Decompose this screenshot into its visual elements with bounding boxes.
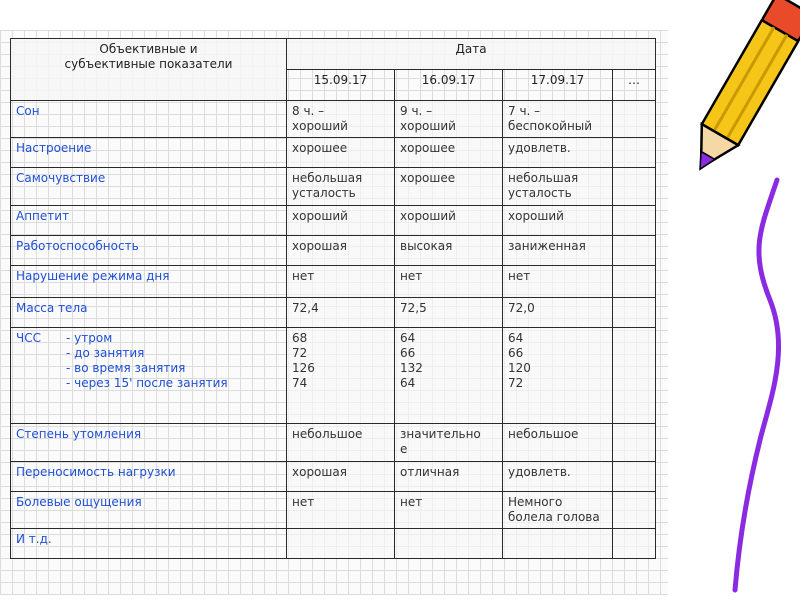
value-cell-1 — [287, 492, 395, 529]
value-cell-1 — [287, 266, 395, 298]
value-line: усталость — [508, 186, 572, 200]
value-cell-3 — [503, 266, 613, 298]
value-line: небольшое — [292, 427, 363, 441]
value-cell-2 — [395, 424, 503, 462]
row-label-cell — [11, 138, 287, 168]
heart-rate-sublabel: - до занятия — [66, 346, 145, 360]
value-cell-3 — [503, 236, 613, 266]
row-label: Болевые ощущения — [16, 495, 142, 509]
value-line: 72 — [508, 376, 524, 390]
row-label: Переносимость нагрузки — [16, 465, 176, 479]
date-header: Дата — [287, 39, 656, 70]
value-cell-3 — [503, 206, 613, 236]
row-label-cell — [11, 492, 287, 529]
value-cell-1 — [287, 462, 395, 492]
table-row — [11, 236, 656, 266]
value-cell-3 — [503, 328, 613, 424]
row-label: Настроение — [16, 141, 92, 155]
value-cell-2 — [395, 168, 503, 206]
row-label-cell — [11, 101, 287, 138]
table-row — [11, 529, 656, 559]
value-cell-3 — [503, 492, 613, 529]
value-cell-ellipsis — [613, 236, 656, 266]
value-line: 74 — [292, 376, 308, 390]
table-row — [11, 206, 656, 236]
value-cell-ellipsis — [613, 424, 656, 462]
value-cell-ellipsis — [613, 328, 656, 424]
value-line: 64 — [508, 331, 524, 345]
value-cell-2 — [395, 138, 503, 168]
value-line: 72 — [292, 346, 308, 360]
value-cell-ellipsis — [613, 462, 656, 492]
value-cell-3 — [503, 298, 613, 328]
table-row — [11, 168, 656, 206]
value-line: нет — [400, 269, 423, 283]
value-cell-1 — [287, 138, 395, 168]
value-line: хорошее — [292, 141, 348, 155]
table-row — [11, 462, 656, 492]
value-line: беспокойный — [508, 119, 593, 133]
value-line: 72,0 — [508, 301, 535, 315]
value-line: 68 — [292, 331, 308, 345]
value-line: хороший — [400, 209, 456, 223]
value-line: нет — [292, 269, 315, 283]
heart-rate-subline — [16, 376, 281, 391]
value-line: небольшая — [292, 171, 363, 185]
value-line: хороший — [292, 119, 348, 133]
row-label-cell — [11, 424, 287, 462]
table-row — [11, 138, 656, 168]
value-cell-1 — [287, 298, 395, 328]
value-cell-3 — [503, 462, 613, 492]
value-cell-1 — [287, 236, 395, 266]
value-line: 72,5 — [400, 301, 427, 315]
value-line: нет — [292, 495, 315, 509]
value-line: нет — [508, 269, 531, 283]
value-line: заниженная — [508, 239, 586, 253]
table-row — [11, 424, 656, 462]
date-col-ellipsis: … — [613, 70, 656, 101]
indicators-header-line1: Объективные и — [99, 42, 198, 56]
row-label: Аппетит — [16, 209, 70, 223]
value-cell-2 — [395, 492, 503, 529]
row-label: Работоспособность — [16, 239, 139, 253]
value-cell-1 — [287, 168, 395, 206]
diary-body — [11, 101, 656, 559]
indicators-header-line2: субъективные показатели — [64, 57, 233, 71]
heart-rate-subline — [16, 346, 281, 361]
table-row — [11, 298, 656, 328]
date-col-3: 17.09.17 — [503, 70, 613, 101]
value-cell-ellipsis — [613, 529, 656, 559]
value-cell-1 — [287, 529, 395, 559]
value-line: хорошая — [292, 239, 347, 253]
value-cell-ellipsis — [613, 138, 656, 168]
value-line: значительно — [400, 427, 481, 441]
row-label: Масса тела — [16, 301, 88, 315]
value-line: 9 ч. – — [400, 104, 433, 118]
row-label: И т.д. — [16, 532, 52, 546]
value-cell-ellipsis — [613, 266, 656, 298]
value-cell-1 — [287, 328, 395, 424]
value-line: 66 — [400, 346, 416, 360]
value-line: хорошая — [292, 465, 347, 479]
value-line: хороший — [292, 209, 348, 223]
value-cell-2 — [395, 298, 503, 328]
value-line: 120 — [508, 361, 531, 375]
heart-rate-sublabel: - через 15' после занятия — [66, 376, 228, 390]
value-line: небольшая — [508, 171, 579, 185]
value-cell-3 — [503, 101, 613, 138]
row-label-cell — [11, 529, 287, 559]
row-label-cell — [11, 168, 287, 206]
spacer — [16, 361, 56, 376]
value-cell-1 — [287, 101, 395, 138]
value-line: высокая — [400, 239, 453, 253]
value-line: удовлетв. — [508, 465, 571, 479]
value-line: хорошее — [400, 141, 456, 155]
row-label-cell — [11, 462, 287, 492]
row-label: Нарушение режима дня — [16, 269, 170, 283]
value-line: болела голова — [508, 510, 600, 524]
value-line: хороший — [400, 119, 456, 133]
row-label: ЧСС — [16, 331, 41, 345]
table-row — [11, 328, 656, 424]
row-label: Сон — [16, 104, 40, 118]
value-line: 64 — [400, 376, 416, 390]
date-col-2: 16.09.17 — [395, 70, 503, 101]
value-cell-1 — [287, 206, 395, 236]
value-cell-ellipsis — [613, 298, 656, 328]
value-line: небольшое — [508, 427, 579, 441]
row-label: Самочувствие — [16, 171, 106, 185]
value-cell-2 — [395, 328, 503, 424]
value-cell-3 — [503, 138, 613, 168]
row-label-cell — [11, 328, 287, 424]
value-line: усталость — [292, 186, 356, 200]
value-cell-ellipsis — [613, 492, 656, 529]
value-line: 8 ч. – — [292, 104, 325, 118]
row-label-cell — [11, 236, 287, 266]
value-cell-1 — [287, 424, 395, 462]
value-line: 64 — [400, 331, 416, 345]
row-label: Степень утомления — [16, 427, 142, 441]
value-cell-2 — [395, 462, 503, 492]
value-cell-3 — [503, 424, 613, 462]
value-line: е — [400, 442, 408, 456]
indicators-header — [11, 39, 287, 101]
value-cell-ellipsis — [613, 101, 656, 138]
row-label-cell — [11, 298, 287, 328]
table-row — [11, 266, 656, 298]
heart-rate-sublabel: - во время занятия — [66, 361, 186, 375]
value-cell-2 — [395, 206, 503, 236]
date-col-1: 15.09.17 — [287, 70, 395, 101]
value-cell-ellipsis — [613, 206, 656, 236]
value-line: отличная — [400, 465, 460, 479]
spacer — [16, 376, 56, 391]
value-line: нет — [400, 495, 423, 509]
value-line: 132 — [400, 361, 423, 375]
value-line: 126 — [292, 361, 315, 375]
value-line: 72,4 — [292, 301, 319, 315]
heart-rate-subline — [16, 361, 281, 376]
value-line: 66 — [508, 346, 524, 360]
value-line: Немного — [508, 495, 563, 509]
value-cell-2 — [395, 266, 503, 298]
value-line: удовлетв. — [508, 141, 571, 155]
heart-rate-subline — [16, 331, 281, 346]
value-line: 7 ч. – — [508, 104, 541, 118]
row-label-cell — [11, 266, 287, 298]
value-cell-2 — [395, 529, 503, 559]
value-cell-ellipsis — [613, 168, 656, 206]
header-row-top — [11, 39, 656, 70]
table-row — [11, 492, 656, 529]
self-control-diary-table — [10, 38, 656, 559]
spacer — [16, 346, 56, 361]
heart-rate-sublabel: - утром — [66, 331, 113, 345]
value-cell-3 — [503, 529, 613, 559]
row-label-cell — [11, 206, 287, 236]
value-cell-2 — [395, 101, 503, 138]
value-cell-3 — [503, 168, 613, 206]
value-line: хороший — [508, 209, 564, 223]
table-row — [11, 101, 656, 138]
value-cell-2 — [395, 236, 503, 266]
value-line: хорошее — [400, 171, 456, 185]
